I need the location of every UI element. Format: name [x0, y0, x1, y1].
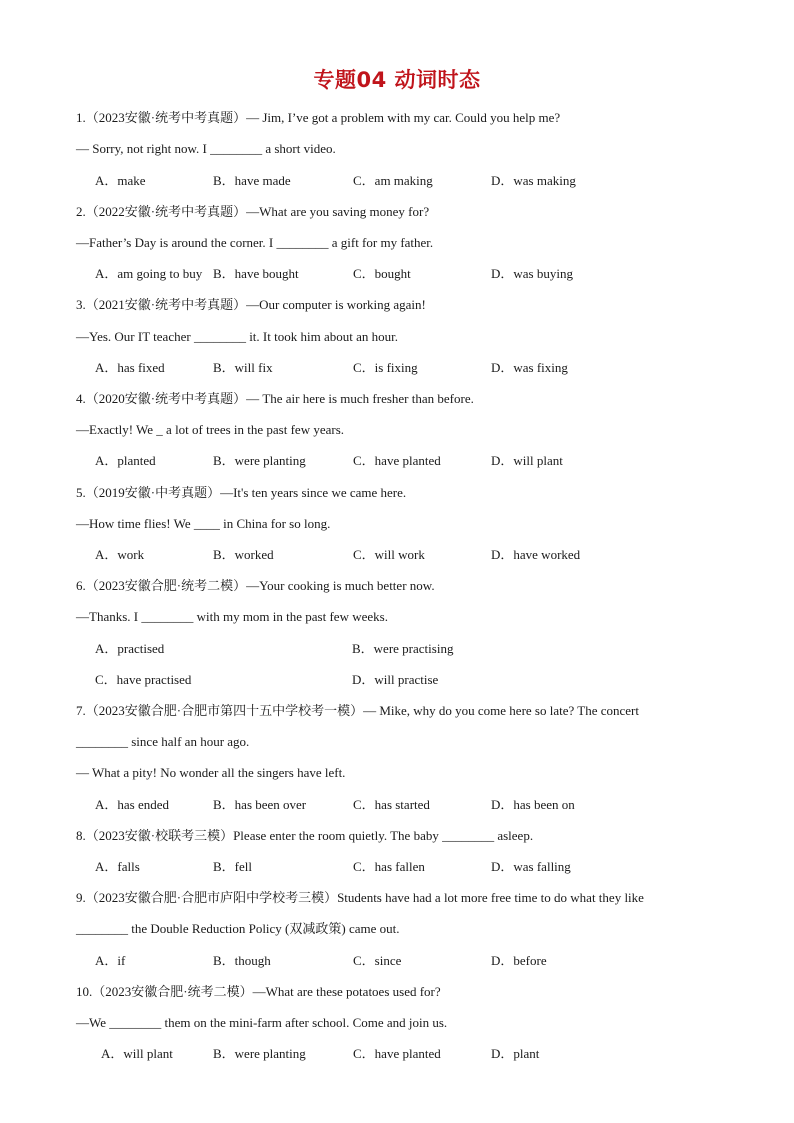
option-a[interactable]: A．if — [95, 953, 126, 968]
question-stem: 9.（2023安徽合肥·合肥市庐阳中学校考三模）Students have had a lot more free time to do what they like — [76, 890, 644, 905]
option-b[interactable]: B．has been over — [213, 797, 307, 812]
question-line: —Exactly! We _ a lot of trees in the past few years. — [76, 422, 345, 437]
option-c[interactable]: C．bought — [353, 266, 411, 281]
option-b[interactable]: B．have made — [213, 173, 291, 188]
question-stem: 2.（2022安徽·统考中考真题）—What are you saving money for? — [76, 204, 430, 219]
option-b[interactable]: B．though — [213, 953, 271, 968]
option-c[interactable]: C．since — [353, 953, 402, 968]
option-d[interactable]: D．have worked — [491, 547, 581, 562]
option-c[interactable]: C．will work — [353, 547, 425, 562]
option-c[interactable]: C．have planted — [353, 453, 441, 468]
question-line: —We ________ them on the mini-farm after school. Come and join us. — [76, 1015, 448, 1030]
option-c[interactable]: C．has fallen — [353, 859, 425, 874]
option-a[interactable]: A．practised — [95, 641, 165, 656]
option-b[interactable]: B．have bought — [213, 266, 299, 281]
option-a[interactable]: A．am going to buy — [95, 266, 203, 281]
option-b[interactable]: B．were planting — [213, 1046, 306, 1061]
option-a[interactable]: A．planted — [95, 453, 156, 468]
option-a[interactable]: A．falls — [95, 859, 140, 874]
question-line: ________ the Double Reduction Policy (双减政策) came out. — [76, 921, 400, 936]
question-stem: 4.（2020安徽·统考中考真题）— The air here is much fresher than before. — [76, 391, 474, 406]
option-d[interactable]: D．before — [491, 953, 547, 968]
question-stem: 6.（2023安徽合肥·统考二模）—Your cooking is much better now. — [76, 578, 435, 593]
question-line: —How time flies! We ____ in China for so long. — [76, 516, 331, 531]
option-d[interactable]: D．has been on — [491, 797, 575, 812]
option-c[interactable]: C．have planted — [353, 1046, 441, 1061]
option-b[interactable]: B．were practising — [352, 641, 454, 656]
option-b[interactable]: B．fell — [213, 859, 252, 874]
question-line: — Sorry, not right now. I ________ a short video. — [76, 141, 336, 156]
question-line: — What a pity! No wonder all the singers have left. — [76, 765, 346, 780]
option-d[interactable]: D．will practise — [352, 672, 439, 687]
option-c[interactable]: C．have practised — [95, 672, 192, 687]
option-a[interactable]: A．has fixed — [95, 360, 165, 375]
option-d[interactable]: D．was buying — [491, 266, 573, 281]
option-d[interactable]: D．plant — [491, 1046, 540, 1061]
option-a[interactable]: A．make — [95, 173, 146, 188]
question-stem: 8.（2023安徽·校联考三模）Please enter the room quietly. The baby ________ asleep. — [76, 828, 534, 843]
option-d[interactable]: D．will plant — [491, 453, 563, 468]
question-stem: 5.（2019安徽·中考真题）—It's ten years since we came here. — [76, 485, 407, 500]
option-a[interactable]: A．has ended — [95, 797, 170, 812]
option-a[interactable]: A．work — [95, 547, 145, 562]
option-b[interactable]: B．worked — [213, 547, 274, 562]
option-d[interactable]: D．was making — [491, 173, 576, 188]
question-stem: 10.（2023安徽合肥·统考二模）—What are these potatoes used for? — [76, 984, 441, 999]
option-a[interactable]: A．will plant — [101, 1046, 173, 1061]
option-d[interactable]: D．was falling — [491, 859, 571, 874]
question-line: —Thanks. I ________ with my mom in the past few weeks. — [76, 609, 388, 624]
option-b[interactable]: B．were planting — [213, 453, 306, 468]
question-stem: 3.（2021安徽·统考中考真题）—Our computer is working again! — [76, 297, 426, 312]
option-c[interactable]: C．am making — [353, 173, 433, 188]
option-c[interactable]: C．is fixing — [353, 360, 418, 375]
page-title: 专题04 动词时态 — [313, 68, 481, 92]
option-d[interactable]: D．was fixing — [491, 360, 568, 375]
question-stem: 7.（2023安徽合肥·合肥市第四十五中学校考一模）— Mike, why do you come here so late? The concert — [76, 703, 639, 718]
question-line: —Yes. Our IT teacher ________ it. It took him about an hour. — [76, 329, 398, 344]
question-line: ________ since half an hour ago. — [76, 734, 250, 749]
question-line: —Father’s Day is around the corner. I ________ a gift for my father. — [76, 235, 434, 250]
option-b[interactable]: B．will fix — [213, 360, 273, 375]
question-stem: 1.（2023安徽·统考中考真题）— Jim, I’ve got a problem with my car. Could you help me? — [76, 110, 561, 125]
option-c[interactable]: C．has started — [353, 797, 430, 812]
